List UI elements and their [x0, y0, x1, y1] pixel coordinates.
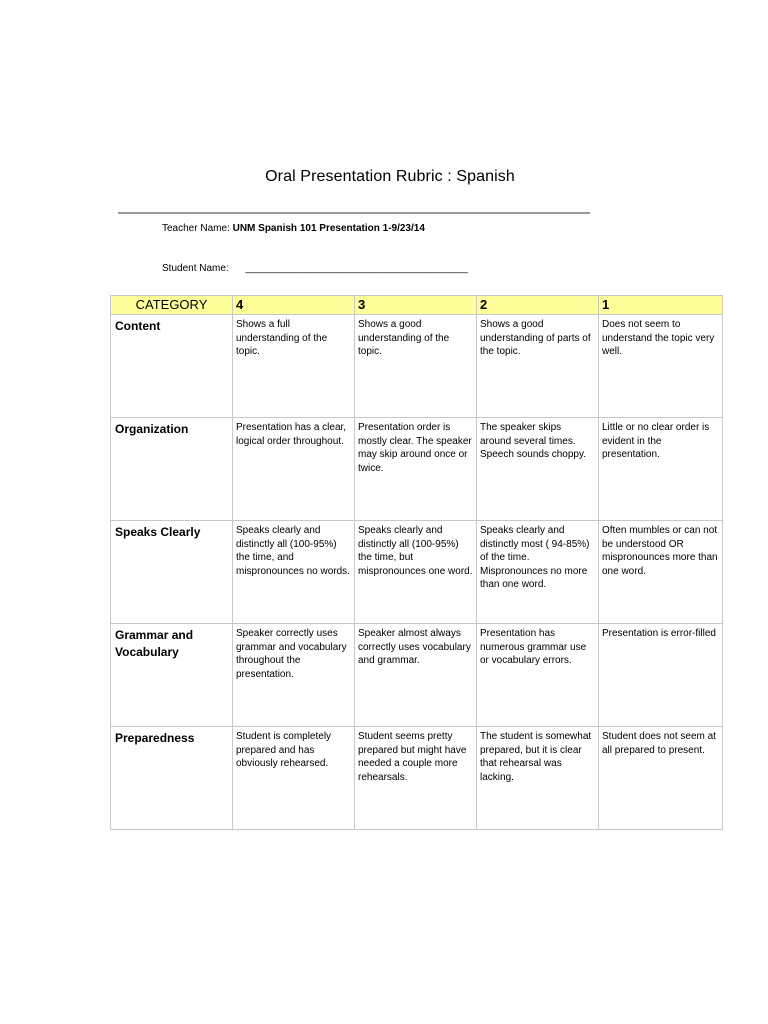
rubric-table	[110, 295, 723, 830]
rubric-cell: Speaks clearly and distinctly all (100-95%) the time, but mispronounces one word.	[355, 521, 477, 624]
category-name: Content	[111, 315, 233, 418]
student-name-label: Student Name:	[162, 263, 229, 274]
teacher-name-line	[162, 223, 425, 234]
header-score-3: 3	[355, 296, 477, 315]
rubric-cell: Presentation order is mostly clear. The speaker may skip around once or twice.	[355, 418, 477, 521]
student-name-blank: ________________________________________	[245, 263, 468, 274]
rubric-cell: Speaks clearly and distinctly all (100-95%) the time, and mispronounces no words.	[233, 521, 355, 624]
rubric-header-row	[111, 296, 723, 315]
rubric-row-grammar-vocabulary	[111, 624, 723, 727]
rubric-cell: Shows a good understanding of the topic.	[355, 315, 477, 418]
rubric-cell: Presentation has numerous grammar use or vocabulary errors.	[477, 624, 599, 727]
rubric-cell: Speaker almost always correctly uses vocabulary and grammar.	[355, 624, 477, 727]
document-title: Oral Presentation Rubric : Spanish	[265, 168, 515, 185]
rubric-cell: The student is somewhat prepared, but it is clear that rehearsal was lacking.	[477, 727, 599, 830]
rubric-cell: Speaks clearly and distinctly most ( 94-85%) of the time. Mispronounces no more than one word.	[477, 521, 599, 624]
category-name: Organization	[111, 418, 233, 521]
category-name: Speaks Clearly	[111, 521, 233, 624]
header-score-2: 2	[477, 296, 599, 315]
rubric-cell: Shows a good understanding of parts of the topic.	[477, 315, 599, 418]
header-score-4: 4	[233, 296, 355, 315]
rubric-cell: Presentation is error-filled	[599, 624, 723, 727]
rubric-cell: Speaker correctly uses grammar and vocabulary throughout the presentation.	[233, 624, 355, 727]
rubric-row-speaks-clearly	[111, 521, 723, 624]
rubric-row-preparedness	[111, 727, 723, 830]
rubric-cell: Student is completely prepared and has obviously rehearsed.	[233, 727, 355, 830]
header-score-1: 1	[599, 296, 723, 315]
rubric-cell: Often mumbles or can not be understood OR mispronounces more than one word.	[599, 521, 723, 624]
teacher-name-value: UNM Spanish 101 Presentation 1-9/23/14	[232, 223, 425, 234]
rubric-cell: Shows a full understanding of the topic.	[233, 315, 355, 418]
category-name: Preparedness	[111, 727, 233, 830]
rubric-row-content	[111, 315, 723, 418]
rubric-cell: Student seems pretty prepared but might have needed a couple more rehearsals.	[355, 727, 477, 830]
rubric-cell: Student does not seem at all prepared to present.	[599, 727, 723, 830]
rubric-cell: Presentation has a clear, logical order throughout.	[233, 418, 355, 521]
rubric-cell: Little or no clear order is evident in the presentation.	[599, 418, 723, 521]
rubric-cell: Does not seem to understand the topic very well.	[599, 315, 723, 418]
rubric-row-organization	[111, 418, 723, 521]
rubric-cell: The speaker skips around several times. Speech sounds choppy.	[477, 418, 599, 521]
teacher-name-label: Teacher Name:	[162, 223, 230, 234]
category-name: Grammar and Vocabulary	[111, 624, 233, 727]
student-name-line	[162, 263, 468, 274]
header-category: CATEGORY	[111, 296, 233, 315]
title-divider	[118, 212, 590, 214]
